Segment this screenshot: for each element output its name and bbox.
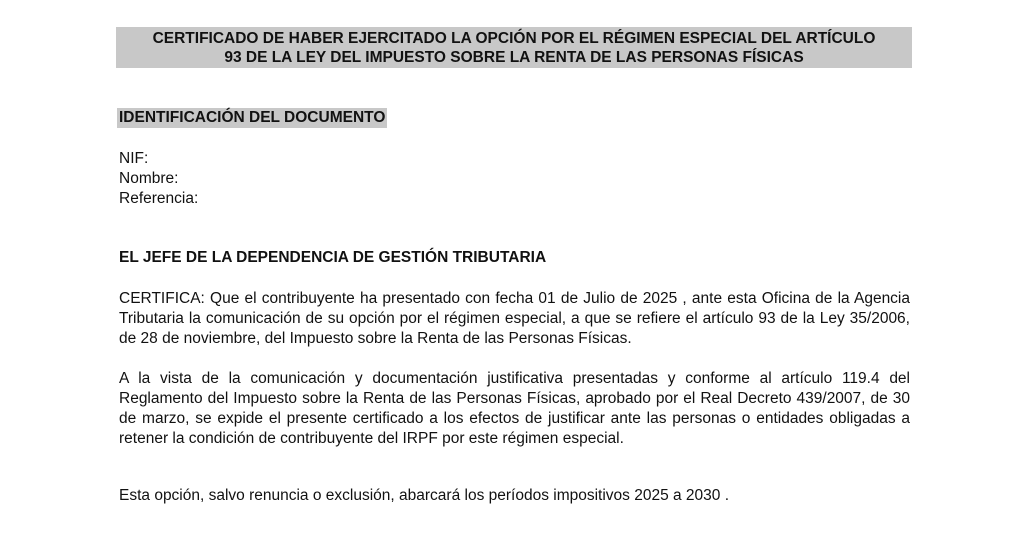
- section-heading-identification: IDENTIFICACIÓN DEL DOCUMENTO: [119, 109, 386, 126]
- nombre-label: Nombre:: [119, 170, 179, 187]
- nombre-row: [119, 169, 243, 189]
- nif-row: [119, 149, 243, 169]
- issuing-authority: EL JEFE DE LA DEPENDENCIA DE GESTIÓN TRIBUTARIA: [119, 249, 547, 266]
- paragraph-certifica: CERTIFICA: Que el contribuyente ha presentado con fecha 01 de Julio de 2025 , ante esta Oficina de la Agencia Tributaria la comunicación de su opción por el régimen especial, a que se refiere el artículo 93 de la Ley 35/2006, de 28 de noviembre, del Impuesto sobre la Renta de las Personas Físicas.: [119, 290, 910, 347]
- referencia-label: Referencia:: [119, 190, 199, 207]
- paragraph-period: Esta opción, salvo renuncia o exclusión, abarcará los períodos impositivos 2025 a 2030 .: [119, 487, 730, 504]
- referencia-row: [119, 189, 243, 209]
- identification-fields: [119, 149, 243, 209]
- certificate-title-line-1: CERTIFICADO DE HABER EJERCITADO LA OPCIÓN POR EL RÉGIMEN ESPECIAL DEL ARTÍCULO: [152, 30, 876, 47]
- certificate-title: [116, 27, 912, 68]
- certificate-title-line-2: 93 DE LA LEY DEL IMPUESTO SOBRE LA RENTA DE LAS PERSONAS FÍSICAS: [224, 49, 804, 66]
- paragraph-justification: A la vista de la comunicación y documentación justificativa presentadas y conforme al artículo 119.4 del Reglamento del Impuesto sobre la Renta de las Personas Físicas, aprobado por el Real Decreto 439/2007, de 30 de marzo, se expide el presente certificado a los efectos de justificar ante las personas o entidades obligadas a retener la condición de contribuyente del IRPF por este régimen especial.: [119, 370, 910, 447]
- nif-label: NIF:: [119, 150, 149, 167]
